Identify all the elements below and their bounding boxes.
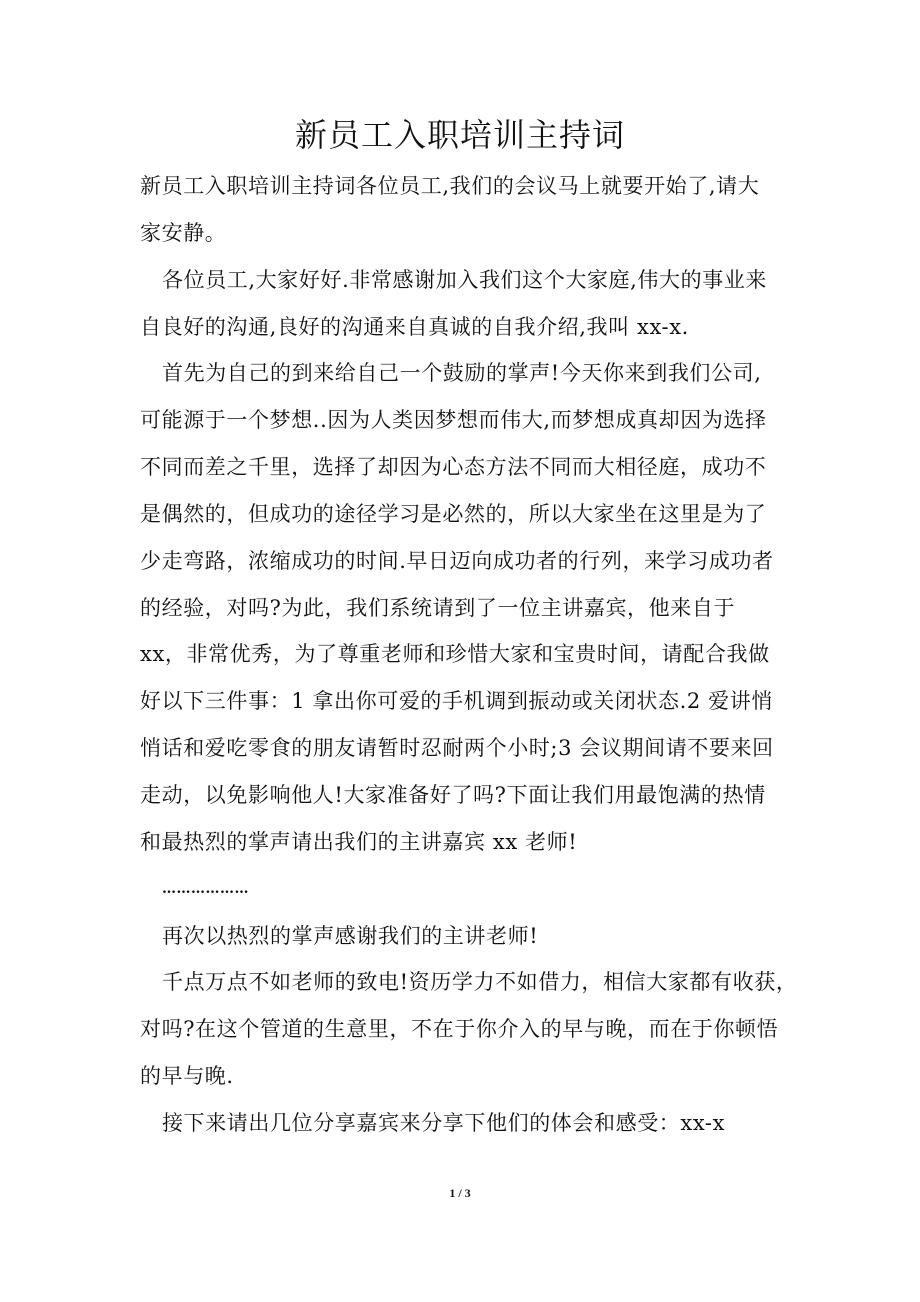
document-body [140,163,798,1147]
text-line: 走动，以免影响他人!大家准备好了吗?下面让我们用最饱满的热情 [140,782,766,807]
text-line: 少走弯路，浓缩成功的时间.早日迈向成功者的行列，来学习成功者 [140,548,774,573]
text-line: 首先为自己的到来给自己一个鼓励的掌声!今天你来到我们公司, [162,361,762,386]
document-title: 新员工入职培训主持词 [294,116,625,154]
text-line: 各位员工,大家好好.非常感谢加入我们这个大家庭,伟大的事业来 [162,267,768,292]
text-line: 的经验，对吗?为此，我们系统请到了一位主讲嘉宾，他来自于 [140,595,736,620]
text-line: 不同而差之千里，选择了却因为心态方法不同而大相径庭，成功不 [140,455,767,480]
text-line: 悄话和爱吃零食的朋友请暂时忍耐两个小时;3 会议期间请不要来回 [140,736,774,761]
text-line: 家安静。 [140,220,227,245]
text-line: 千点万点不如老师的致电!资历学力不如借力，相信大家都有收获， [162,970,798,995]
text-line: 是偶然的，但成功的途径学习是必然的，所以大家坐在这里是为了 [140,501,767,526]
text-line: 好以下三件事：1 拿出你可爱的手机调到振动或关闭状态.2 爱讲悄 [140,689,773,714]
text-line: 可能源于一个梦想..因为人类因梦想而伟大,而梦想成真却因为选择 [140,408,767,433]
text-line: xx，非常优秀，为了尊重老师和珍惜大家和宝贵时间，请配合我做 [140,642,770,667]
text-line: 和最热烈的掌声请出我们的主讲嘉宾 xx 老师! [140,829,578,854]
ellipsis-separator: ……………… [162,880,249,897]
text-line: 对吗?在这个管道的生意里，不在于你介入的早与晚，而在于你顿悟 [140,1017,779,1042]
text-line: 新员工入职培训主持词各位员工,我们的会议马上就要开始了,请大 [140,174,760,198]
text-line: 的早与晚. [140,1064,234,1089]
page-number: 1 / 3 [449,1186,471,1200]
text-line: 接下来请出几位分享嘉宾来分享下他们的体会和感受：xx-x [162,1110,726,1135]
text-line: 再次以热烈的掌声感谢我们的主讲老师! [162,923,539,948]
text-line: 自良好的沟通,良好的沟通来自真诚的自我介绍,我叫 xx-x. [140,314,689,339]
